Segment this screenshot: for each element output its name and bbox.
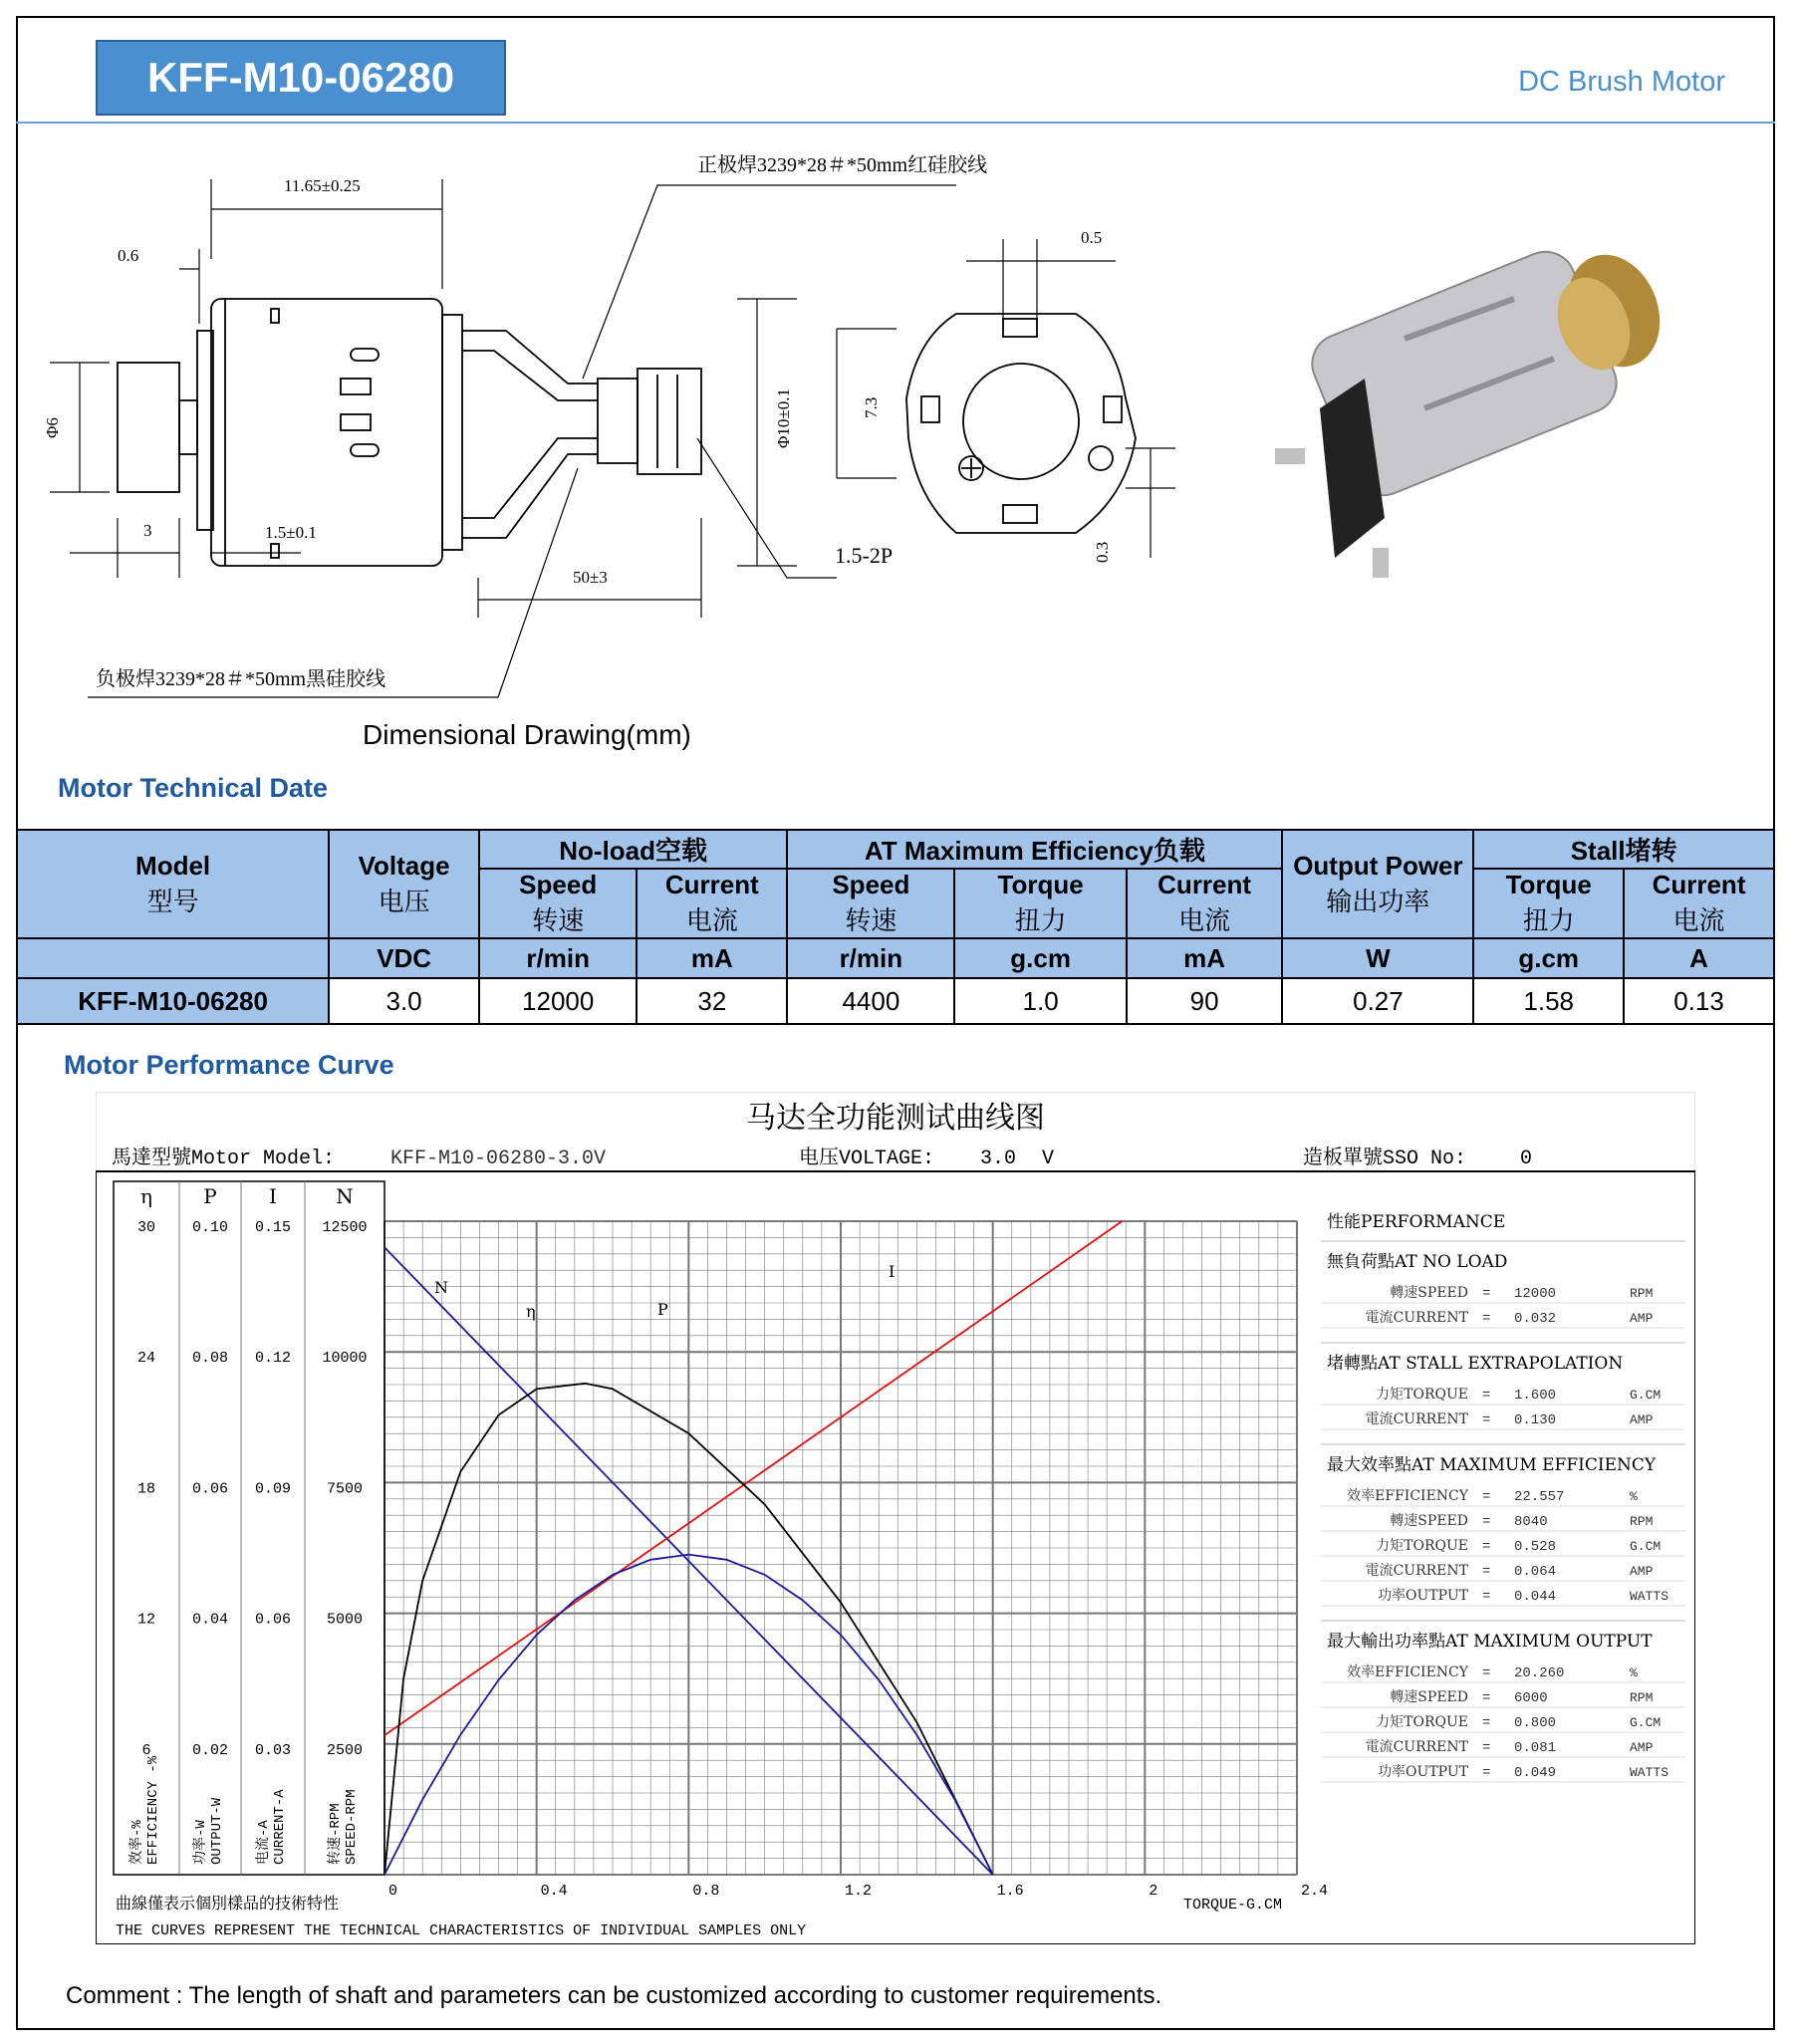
- model-title: KFF-M10-06280: [96, 40, 506, 116]
- perf-row-unit: AMP: [1630, 1564, 1654, 1579]
- x-tick-label: 1.6: [996, 1883, 1024, 1900]
- y-tick-label: 0.06: [254, 1611, 292, 1629]
- series-label: N: [434, 1278, 448, 1297]
- unit-me-torque: g.cm: [954, 938, 1126, 978]
- perf-row-unit: AMP: [1630, 1412, 1654, 1427]
- perf-row-unit: %: [1630, 1665, 1638, 1680]
- y-tick-label: 0.09: [254, 1480, 292, 1498]
- y-tick-label: 7500: [326, 1480, 364, 1498]
- x-tick-label: 2.4: [1301, 1883, 1329, 1900]
- th-stall: Stall堵转: [1473, 830, 1774, 869]
- unit-st-current: A: [1624, 938, 1774, 978]
- unit-st-torque: g.cm: [1473, 938, 1624, 978]
- shaft-part: [179, 400, 197, 454]
- curve-section-title: Motor Performance Curve: [64, 1050, 394, 1080]
- axis-title: 功率-W: [193, 1820, 209, 1865]
- perf-row-eq: =: [1482, 1589, 1491, 1605]
- perf-row-eq: =: [1482, 1665, 1491, 1681]
- perf-row-unit: G.CM: [1630, 1388, 1662, 1403]
- end-view: [906, 314, 1136, 533]
- perf-row-unit: WATTS: [1630, 1589, 1669, 1604]
- cell-st-current: 0.13: [1624, 978, 1774, 1024]
- th-st-current: Current 电流: [1624, 869, 1774, 938]
- unit-model: [17, 938, 329, 978]
- perf-row-label: 轉速SPEED: [1390, 1689, 1468, 1705]
- perf-row-value: 0.064: [1514, 1564, 1557, 1580]
- perf-group-title: 最大效率點AT MAXIMUM EFFICIENCY: [1327, 1455, 1657, 1475]
- motor-photo: [1275, 241, 1676, 578]
- perf-row-eq: =: [1482, 1311, 1491, 1327]
- cell-output: 0.27: [1282, 978, 1473, 1024]
- dim-3: 3: [143, 521, 152, 540]
- cell-me-current: 90: [1127, 978, 1283, 1024]
- perf-row-value: 0.032: [1514, 1311, 1557, 1327]
- dim-wire-length: 50±3: [573, 568, 608, 587]
- y-tick-label: 10000: [322, 1350, 368, 1368]
- perf-row-eq: =: [1482, 1765, 1491, 1781]
- x-axis-label: TORQUE-G.CM: [1183, 1897, 1283, 1914]
- dim-length: 11.65±0.25: [284, 176, 361, 195]
- perf-row-eq: =: [1482, 1489, 1491, 1505]
- th-voltage: Voltage 电压: [329, 830, 479, 938]
- perf-row-value: 6000: [1514, 1690, 1548, 1706]
- drawing-caption: Dimensional Drawing(mm): [363, 719, 691, 750]
- perf-row-value: 0.049: [1514, 1765, 1557, 1781]
- perf-row-eq: =: [1482, 1412, 1491, 1428]
- perf-row-eq: =: [1482, 1564, 1491, 1580]
- perf-row-unit: RPM: [1630, 1690, 1654, 1705]
- y-tick-label: 0.06: [191, 1480, 229, 1498]
- perf-row-unit: RPM: [1630, 1286, 1654, 1301]
- header-rule: [16, 122, 1775, 124]
- perf-row-eq: =: [1482, 1514, 1491, 1530]
- perf-row-value: 1.600: [1514, 1388, 1557, 1404]
- th-nl-speed: Speed 转速: [479, 869, 637, 938]
- y-tick-label: 30: [136, 1219, 156, 1236]
- perf-row-label: 效率EFFICIENCY: [1347, 1488, 1468, 1504]
- sso-label: 造板單號SSO No:: [1303, 1148, 1467, 1170]
- perf-row-eq: =: [1482, 1740, 1491, 1756]
- perf-row-label: 力矩TORQUE: [1376, 1538, 1468, 1554]
- footer-en: THE CURVES REPRESENT THE TECHNICAL CHARACTERISTICS OF INDIVIDUAL SAMPLES ONLY: [116, 1922, 807, 1939]
- perf-row-value: 0.528: [1514, 1539, 1557, 1555]
- th-model: Model 型号: [17, 830, 329, 938]
- axis-title: SPEED-RPM: [344, 1789, 360, 1865]
- cell-me-torque: 1.0: [954, 978, 1126, 1024]
- th-me-speed: Speed 转速: [787, 869, 954, 938]
- chart-title: 马达全功能测试曲线图: [746, 1101, 1045, 1136]
- perf-row-eq: =: [1482, 1539, 1491, 1555]
- perf-row-unit: G.CM: [1630, 1539, 1662, 1554]
- sso-value: 0: [1520, 1148, 1533, 1170]
- dim-7-3: 7.3: [862, 396, 881, 418]
- unit-voltage: VDC: [329, 938, 479, 978]
- axis-symbol: P: [203, 1184, 217, 1208]
- perf-row-unit: %: [1630, 1489, 1638, 1504]
- x-tick-label: 0.8: [692, 1883, 720, 1900]
- perf-group-title: 無負荷點AT NO LOAD: [1327, 1252, 1508, 1272]
- voltage-label: 电压VOLTAGE:: [799, 1148, 935, 1170]
- footer-cn: 曲線僅表示個別樣品的技術特性: [116, 1894, 340, 1913]
- x-tick-label: 2: [1149, 1883, 1158, 1900]
- dim-1-5: 1.5±0.1: [265, 523, 317, 542]
- negative-wire-note: 负极焊3239*28＃*50mm黑硅胶线: [96, 668, 386, 690]
- perf-row-value: 0.044: [1514, 1589, 1557, 1605]
- th-output: Output Power 输出功率: [1282, 830, 1473, 938]
- dim-shaft: 0.6: [118, 246, 139, 265]
- axis-symbol: η: [140, 1184, 152, 1208]
- voltage-value: 3.0: [980, 1148, 1017, 1170]
- cell-model: KFF-M10-06280: [17, 978, 329, 1024]
- spec-table: [16, 829, 1775, 1025]
- perf-row-eq: =: [1482, 1286, 1491, 1302]
- perf-row-unit: WATTS: [1630, 1765, 1669, 1780]
- axis-title: 效率-%: [129, 1820, 145, 1865]
- perf-row-label: 力矩TORQUE: [1376, 1387, 1468, 1403]
- th-me-torque: Torque 扭力: [954, 869, 1126, 938]
- perf-row-value: 0.800: [1514, 1715, 1557, 1731]
- perf-row-value: 8040: [1514, 1514, 1548, 1530]
- y-tick-label: 18: [136, 1480, 156, 1498]
- axis-symbol: I: [269, 1184, 277, 1208]
- series-label: η: [526, 1302, 536, 1321]
- y-tick-label: 0.08: [191, 1350, 229, 1368]
- connector-label: 1.5-2P: [835, 543, 894, 568]
- perf-row-label: 電流CURRENT: [1365, 1563, 1468, 1579]
- axis-symbol: N: [336, 1184, 354, 1208]
- y-tick-label: 2500: [326, 1741, 364, 1759]
- performance-chart: [96, 1092, 1695, 1944]
- cell-nl-speed: 12000: [479, 978, 637, 1024]
- axis-title: 转速-RPM: [328, 1803, 344, 1865]
- th-st-torque: Torque 扭力: [1473, 869, 1624, 938]
- perf-row-value: 0.081: [1514, 1740, 1557, 1756]
- th-maxeff: AT Maximum Efficiency负载: [787, 830, 1282, 869]
- dim-weight-dia: Φ6: [43, 417, 62, 438]
- perf-group-title: 堵轉點AT STALL EXTRAPOLATION: [1327, 1354, 1624, 1374]
- perf-row-value: 22.557: [1514, 1489, 1565, 1505]
- dim-0-5: 0.5: [1081, 228, 1103, 247]
- perf-row-eq: =: [1482, 1388, 1491, 1404]
- perf-row-unit: AMP: [1630, 1740, 1654, 1755]
- perf-row-label: 電流CURRENT: [1365, 1411, 1468, 1427]
- axis-title: EFFICIENCY -%: [145, 1755, 161, 1865]
- doc-type: DC Brush Motor: [1518, 66, 1725, 98]
- th-me-current: Current 电流: [1127, 869, 1283, 938]
- perf-row-label: 功率OUTPUT: [1378, 1764, 1468, 1780]
- y-tick-label: 0.12: [254, 1350, 292, 1368]
- perf-row-label: 轉速SPEED: [1390, 1513, 1468, 1529]
- cell-st-torque: 1.58: [1473, 978, 1624, 1024]
- perf-group-title: 最大輸出功率點AT MAXIMUM OUTPUT: [1327, 1632, 1653, 1652]
- perf-row-label: 電流CURRENT: [1365, 1310, 1468, 1326]
- perf-row-unit: G.CM: [1630, 1715, 1662, 1730]
- th-nl-current: Current 电流: [637, 869, 787, 938]
- x-tick-label: 0.4: [540, 1883, 568, 1900]
- y-tick-label: 12: [136, 1611, 156, 1629]
- perf-row-label: 功率OUTPUT: [1378, 1588, 1468, 1604]
- perf-row-unit: RPM: [1630, 1514, 1654, 1529]
- y-tick-label: 0.10: [191, 1219, 229, 1236]
- y-tick-label: 6: [141, 1741, 151, 1759]
- y-tick-label: 0.04: [191, 1611, 229, 1629]
- perf-row-eq: =: [1482, 1690, 1491, 1706]
- y-tick-label: 5000: [326, 1611, 364, 1629]
- dimensional-drawing: [40, 139, 1713, 717]
- dim-0-3: 0.3: [1093, 541, 1112, 563]
- perf-row-label: 轉速SPEED: [1390, 1285, 1468, 1301]
- perf-row-eq: =: [1482, 1715, 1491, 1731]
- perf-row-label: 效率EFFICIENCY: [1347, 1664, 1468, 1680]
- model-label: 馬達型號Motor Model:: [112, 1148, 336, 1170]
- motor-body: [211, 299, 442, 566]
- axis-title: 电流-A: [256, 1820, 272, 1865]
- perf-row-unit: AMP: [1630, 1311, 1654, 1326]
- perf-row-label: 電流CURRENT: [1365, 1739, 1468, 1755]
- positive-wire-note: 正极焊3239*28＃*50mm红硅胶线: [697, 154, 988, 176]
- perf-row-value: 12000: [1514, 1286, 1557, 1302]
- y-tick-label: 0.03: [254, 1741, 292, 1759]
- cell-nl-current: 32: [637, 978, 787, 1024]
- perf-row-value: 0.130: [1514, 1412, 1557, 1428]
- x-tick-label: 0: [388, 1883, 398, 1900]
- model-value: KFF-M10-06280-3.0V: [390, 1148, 607, 1170]
- unit-output: W: [1282, 938, 1473, 978]
- th-noload: No-load空载: [479, 830, 787, 869]
- series-label: P: [657, 1300, 668, 1319]
- axis-title: CURRENT-A: [272, 1789, 288, 1865]
- unit-nl-current: mA: [637, 938, 787, 978]
- series-label: I: [889, 1262, 896, 1281]
- y-tick-label: 0.02: [191, 1741, 229, 1759]
- weight-part: [118, 363, 179, 492]
- perf-row-label: 力矩TORQUE: [1376, 1714, 1468, 1730]
- y-tick-label: 0.15: [254, 1219, 292, 1236]
- perf-row-value: 20.260: [1514, 1665, 1565, 1681]
- unit-nl-speed: r/min: [479, 938, 637, 978]
- y-tick-label: 12500: [322, 1219, 368, 1236]
- perf-title: 性能PERFORMANCE: [1327, 1212, 1506, 1232]
- tech-section-title: Motor Technical Date: [58, 773, 329, 803]
- cell-voltage: 3.0: [329, 978, 479, 1024]
- axis-title: OUTPUT-W: [209, 1797, 225, 1865]
- footer-comment: Comment : The length of shaft and parameters can be customized according to customer requirements.: [66, 1982, 1162, 2009]
- unit-me-speed: r/min: [787, 938, 954, 978]
- unit-me-current: mA: [1127, 938, 1283, 978]
- cell-me-speed: 4400: [787, 978, 954, 1024]
- voltage-unit: V: [1042, 1148, 1055, 1170]
- x-tick-label: 1.2: [845, 1883, 873, 1900]
- connector-part: [638, 369, 701, 474]
- y-tick-label: 24: [136, 1350, 156, 1368]
- dim-body-dia: Φ10±0.1: [774, 387, 793, 448]
